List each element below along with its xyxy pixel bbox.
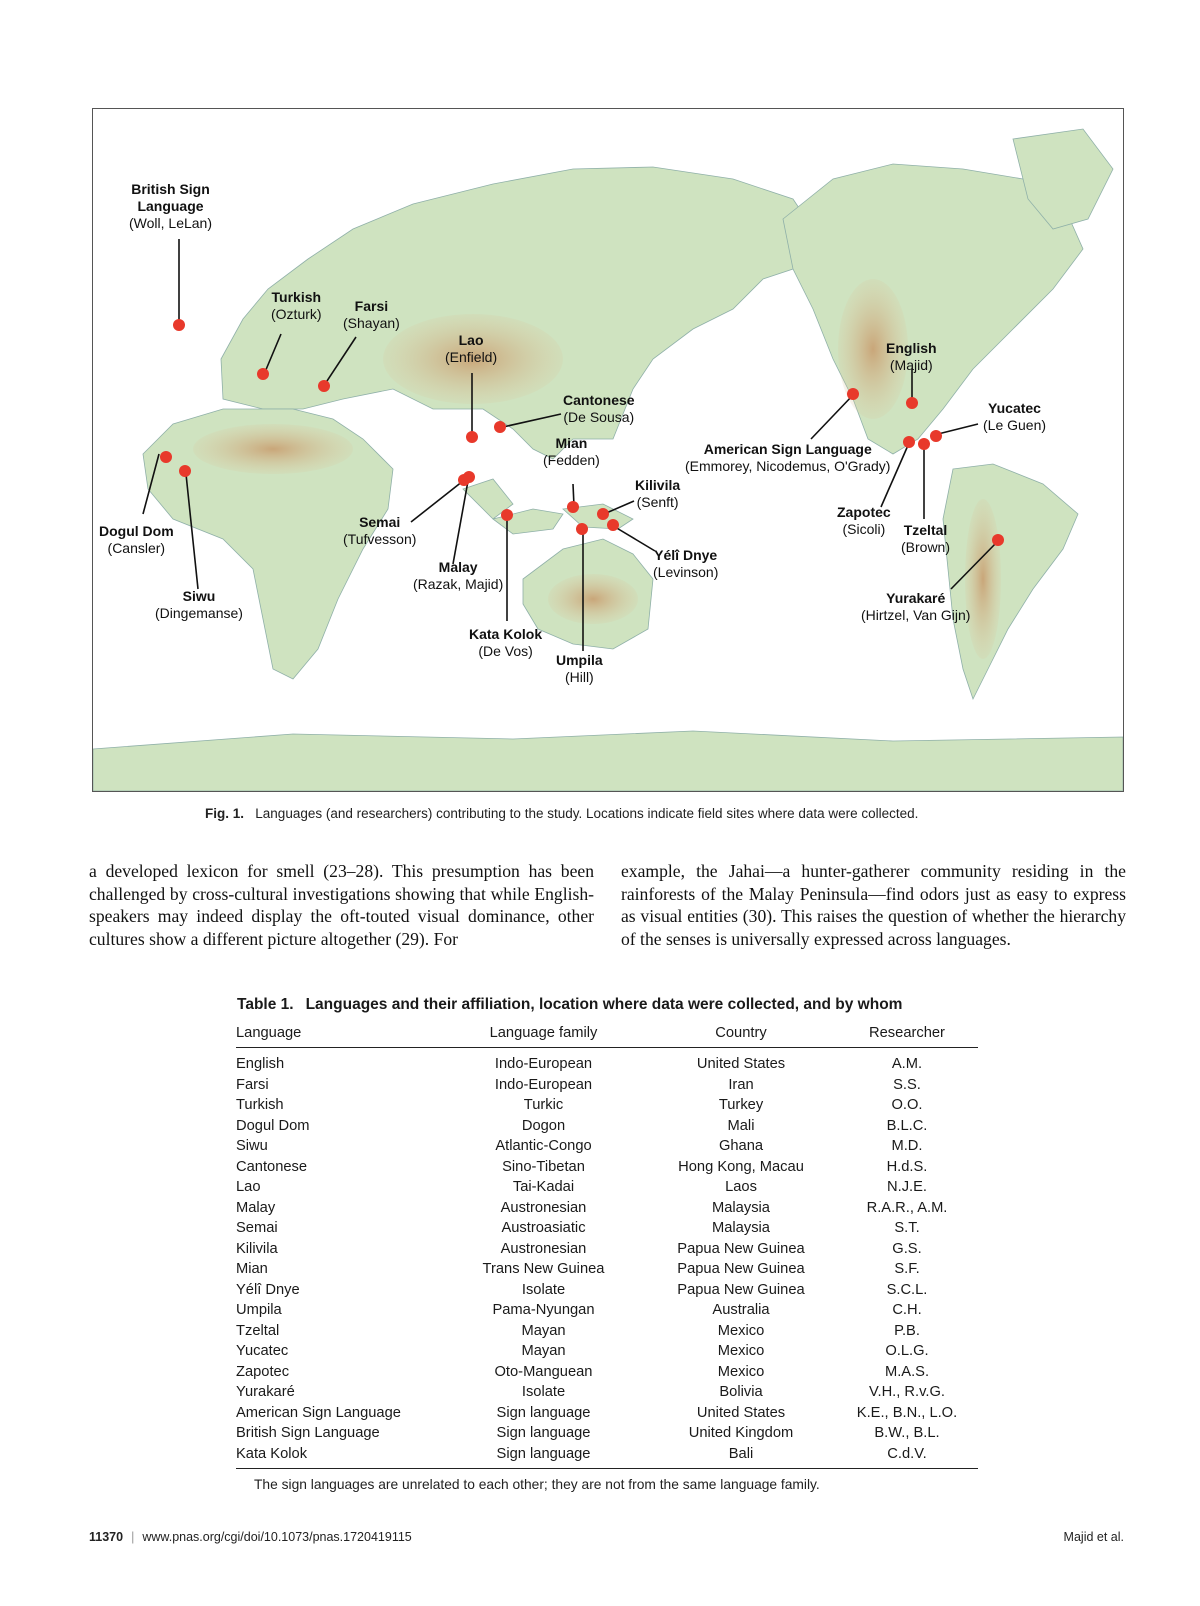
table-row (236, 1300, 978, 1321)
antarctica-landmass (93, 731, 1123, 791)
table-header-row (236, 1020, 978, 1048)
cell-researcher: V.H., R.v.G. (869, 1384, 945, 1400)
australia-outback (548, 574, 638, 624)
cell-language-family: Turkic (523, 1097, 564, 1113)
cell-researcher: S.C.L. (886, 1281, 928, 1298)
cell-language: Farsi (236, 1076, 269, 1093)
label-lao: Lao (Enfield) (445, 332, 498, 365)
marker-english (906, 397, 918, 409)
cell-country: Malaysia (712, 1199, 770, 1216)
label-umpila: Umpila (Hill) (556, 652, 603, 685)
marker-tzeltal (918, 438, 930, 450)
table-row (236, 1423, 978, 1444)
body-text-right-column: example, the Jahai—a hunter-gatherer community residing in the rainforests of the Malay Peninsula—find odors just as easy to express as visual entities (30). This raises the question of whether the hierarchy of the senses is universally expressed across languages. (621, 861, 1126, 949)
marker-kilivila (597, 508, 609, 520)
cell-language-family: Austronesian (500, 1240, 587, 1257)
cell-researcher: O.O. (891, 1097, 923, 1113)
cell-language-family: Mayan (521, 1343, 566, 1359)
table-row (236, 1116, 978, 1137)
cell-country: United States (696, 1404, 786, 1421)
cell-language-family: Austroasiatic (501, 1220, 586, 1236)
label-semai: Semai (Tufvesson) (343, 514, 417, 547)
cell-language-family: Sign language (496, 1425, 591, 1441)
cell-language: Lao (236, 1179, 261, 1195)
cell-researcher: S.S. (893, 1076, 921, 1093)
marker-dogul-dom (160, 451, 172, 463)
cell-country: Papua New Guinea (677, 1261, 805, 1277)
label-kilivila: Kilivila (Senft) (635, 477, 681, 510)
sea-islands (463, 479, 563, 534)
label-yurakare: Yurakaré (Hirtzel, Van Gijn) (861, 590, 971, 623)
cell-researcher: N.J.E. (887, 1179, 927, 1195)
cell-researcher: B.W., B.L. (874, 1425, 940, 1441)
table-footnote: The sign languages are unrelated to each other; they are not from the same language family. (254, 1477, 820, 1492)
cell-researcher: O.L.G. (885, 1343, 929, 1359)
label-malay: Malay (Razak, Majid) (413, 559, 504, 592)
table-row (236, 1382, 978, 1403)
table-label: Table 1. (237, 996, 294, 1013)
cell-researcher: M.D. (891, 1138, 923, 1154)
cell-researcher: G.S. (892, 1240, 922, 1257)
table-row (236, 1218, 978, 1239)
cell-language-family: Sino-Tibetan (502, 1158, 585, 1175)
marker-cantonese (494, 421, 506, 433)
label-zapotec: Zapotec (Sicoli) (837, 504, 891, 537)
cell-country: Bolivia (719, 1384, 763, 1400)
cell-language: Tzeltal (236, 1322, 280, 1339)
marker-yeli-dnye (607, 519, 619, 531)
cell-researcher: C.d.V. (836, 1444, 978, 1469)
label-tzeltal: Tzeltal (Brown) (901, 522, 951, 555)
table-row (236, 1259, 978, 1280)
cell-language: Yurakaré (236, 1384, 295, 1400)
figure-caption-text: Languages (and researchers) contributing to the study. Locations indicate field sites where data were collected. (255, 806, 919, 821)
header-country: Country (646, 1020, 836, 1048)
page-footer-left (89, 1530, 412, 1544)
header-researcher: Researcher (836, 1020, 978, 1048)
cell-language-family: Sign language (441, 1444, 646, 1469)
table-title (237, 996, 902, 1014)
cell-language: Mian (236, 1261, 268, 1277)
cell-researcher: C.H. (892, 1302, 922, 1318)
cell-language-family: Atlantic-Congo (495, 1138, 592, 1154)
footer-separator: | (131, 1530, 135, 1544)
cell-country: Ghana (718, 1138, 764, 1154)
cell-language-family: Indo-European (494, 1056, 593, 1072)
cell-language-family: Isolate (521, 1384, 566, 1400)
table-row (236, 1048, 978, 1075)
header-language: Language (236, 1020, 441, 1048)
table-row (236, 1362, 978, 1383)
cell-researcher: S.T. (894, 1220, 920, 1236)
cell-language: Yélî Dnye (236, 1281, 300, 1298)
cell-country: Papua New Guinea (677, 1240, 805, 1257)
cell-language-family: Pama-Nyungan (492, 1302, 595, 1318)
sahara-desert (193, 424, 353, 474)
table-row (236, 1403, 978, 1424)
marker-yurakare (992, 534, 1004, 546)
cell-language-family: Tai-Kadai (512, 1179, 575, 1195)
label-yucatec: Yucatec (Le Guen) (983, 400, 1047, 433)
label-mian: Mian (Fedden) (543, 435, 600, 468)
cell-language: Siwu (236, 1138, 268, 1154)
body-text-left-column: a developed lexicon for smell (23–28). This presumption has been challenged by cross-cultural investigations showing that while English-speakers may indeed display the oft-touted visual dominance, other cultures show a different picture altogether (29). For (89, 861, 594, 949)
cell-language-family: Indo-European (494, 1076, 593, 1093)
cell-language: Kilivila (236, 1240, 278, 1257)
cell-language: British Sign Language (236, 1425, 380, 1441)
marker-mian (567, 501, 579, 513)
cell-language: Cantonese (236, 1158, 308, 1175)
cell-country: Bali (646, 1444, 836, 1469)
label-yeli-dnye: Yélî Dnye (Levinson) (653, 547, 719, 580)
label-british-sign-language: British Sign Language (Woll, LeLan) (129, 181, 213, 231)
table-row (236, 1177, 978, 1198)
south-america-landmass (943, 464, 1078, 699)
table-row (236, 1239, 978, 1260)
table-row (236, 1136, 978, 1157)
cell-language-family: Oto-Manguean (494, 1363, 593, 1380)
marker-farsi (318, 380, 330, 392)
cell-researcher: M.A.S. (884, 1363, 930, 1380)
table-title-text: Languages and their affiliation, location where data were collected, and by whom (305, 996, 903, 1013)
world-map (93, 109, 1123, 791)
cell-language: Turkish (236, 1097, 284, 1113)
cell-language: Umpila (236, 1302, 282, 1318)
cell-country: Laos (725, 1179, 757, 1195)
cell-country: Mexico (717, 1343, 765, 1359)
marker-british-sign-language (173, 319, 185, 331)
table-row (236, 1095, 978, 1116)
table-row (236, 1444, 978, 1469)
label-dogul-dom: Dogul Dom (Cansler) (99, 523, 174, 556)
table-row (236, 1341, 978, 1362)
figure-caption (205, 806, 1105, 821)
label-american-sign-language: American Sign Language (Emmorey, Nicodemus, O'Grady) (685, 441, 891, 474)
cell-country: Hong Kong, Macau (678, 1158, 804, 1175)
cell-researcher: P.B. (894, 1322, 920, 1339)
cell-language-family: Isolate (521, 1281, 566, 1298)
table-row (236, 1280, 978, 1301)
table-row (236, 1157, 978, 1178)
cell-researcher: B.L.C. (886, 1117, 928, 1134)
cell-language: Semai (236, 1220, 278, 1236)
marker-kata-kolok (501, 509, 513, 521)
label-english: English (Majid) (886, 340, 937, 373)
marker-umpila (576, 523, 588, 535)
cell-language: Malay (236, 1199, 276, 1216)
cell-country: United Kingdom (688, 1425, 794, 1441)
marker-siwu (179, 465, 191, 477)
cell-researcher: A.M. (891, 1056, 923, 1072)
cell-language: Dogul Dom (236, 1117, 310, 1134)
cell-language: English (236, 1056, 285, 1072)
marker-zapotec (903, 436, 915, 448)
table-row (236, 1321, 978, 1342)
figure-label: Fig. 1. (205, 806, 245, 821)
cell-language: American Sign Language (236, 1404, 401, 1421)
cell-language: Yucatec (236, 1343, 289, 1359)
world-map-figure (92, 108, 1124, 792)
marker-american-sign-language (847, 388, 859, 400)
cell-country: Turkey (718, 1097, 764, 1113)
table-row (236, 1075, 978, 1096)
cell-country: Australia (712, 1302, 770, 1318)
cell-language-family: Sign language (496, 1404, 591, 1421)
cell-language-family: Austronesian (500, 1199, 587, 1216)
cell-country: Mali (727, 1117, 755, 1134)
cell-country: Iran (728, 1076, 754, 1093)
label-turkish: Turkish (Ozturk) (271, 289, 322, 322)
marker-malay (463, 471, 475, 483)
cell-researcher: K.E., B.N., L.O. (856, 1404, 958, 1421)
cell-country: Papua New Guinea (677, 1281, 805, 1298)
cell-language-family: Trans New Guinea (482, 1261, 605, 1277)
marker-lao (466, 431, 478, 443)
cell-researcher: S.F. (894, 1261, 920, 1277)
label-cantonese: Cantonese (De Sousa) (563, 392, 635, 425)
andes-mountains (965, 499, 1001, 659)
cell-language: Zapotec (236, 1363, 290, 1380)
header-language-family: Language family (441, 1020, 646, 1048)
cell-country: Malaysia (712, 1220, 770, 1236)
cell-language: Kata Kolok (236, 1444, 441, 1469)
marker-turkish (257, 368, 269, 380)
cell-country: United States (696, 1056, 786, 1072)
cell-country: Mexico (717, 1363, 765, 1380)
running-authors: Majid et al. (1063, 1530, 1124, 1544)
cell-researcher: H.d.S. (886, 1158, 928, 1175)
page-number: 11370 (89, 1530, 124, 1544)
label-kata-kolok: Kata Kolok (De Vos) (469, 626, 543, 659)
cell-researcher: R.A.R., A.M. (866, 1199, 948, 1216)
table-row (236, 1198, 978, 1219)
label-siwu: Siwu (Dingemanse) (155, 588, 243, 621)
cell-country: Mexico (717, 1322, 765, 1339)
cell-language-family: Dogon (521, 1117, 566, 1134)
label-farsi: Farsi (Shayan) (343, 298, 400, 331)
marker-yucatec (930, 430, 942, 442)
cell-language-family: Mayan (521, 1322, 566, 1339)
languages-table (236, 1020, 978, 1469)
doi-link[interactable]: www.pnas.org/cgi/doi/10.1073/pnas.1720419115 (142, 1530, 412, 1544)
